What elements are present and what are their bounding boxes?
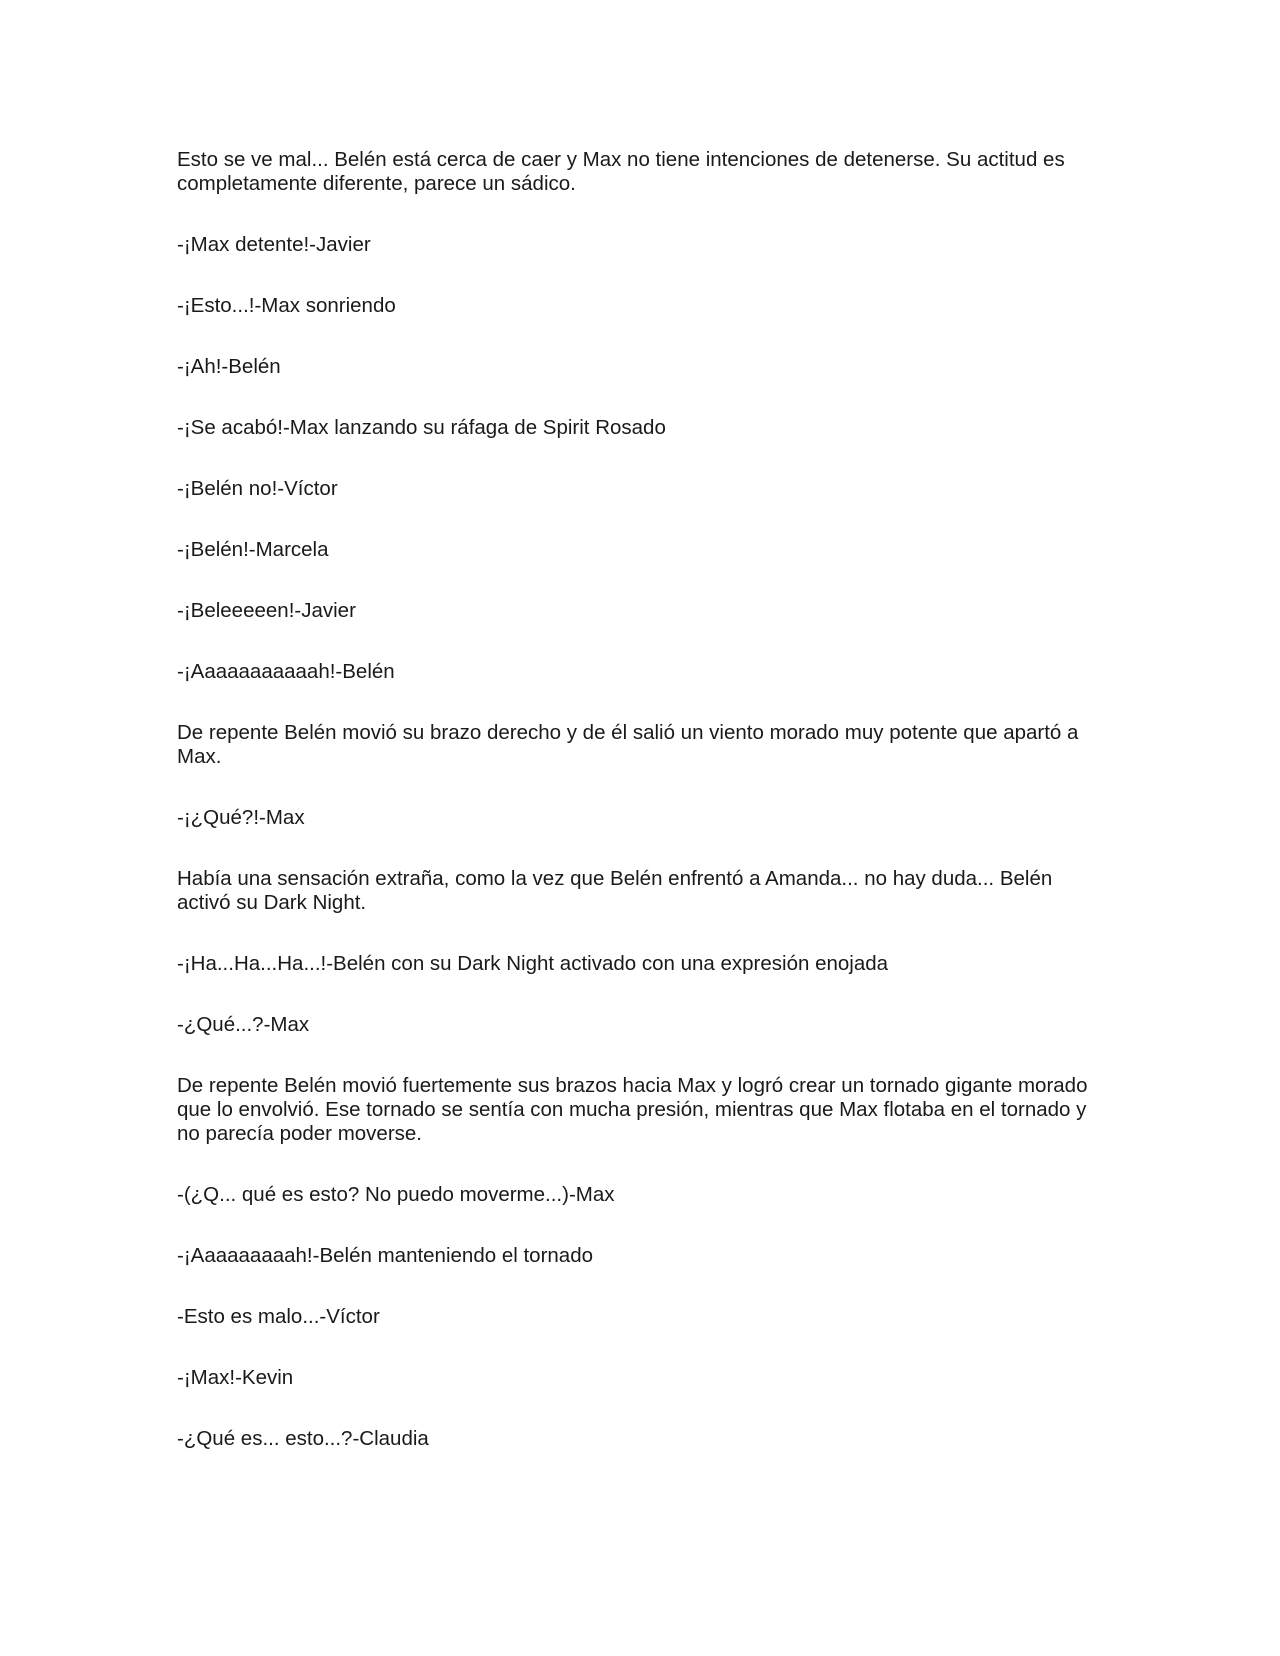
dialogue-line: -¡Esto...!-Max sonriendo [177,294,396,317]
narration-paragraph: De repente Belén movió su brazo derecho y de él salió un viento morado muy potente que apartó a Max. [177,721,1079,768]
dialogue-line: -¡Aaaaaaaaaaah!-Belén [177,660,395,683]
dialogue-line: -(¿Q... qué es esto? No puedo moverme...)-Max [177,1183,615,1206]
dialogue-line: -¡Max!-Kevin [177,1366,294,1389]
narration-paragraph: De repente Belén movió fuertemente sus brazos hacia Max y logró crear un tornado gigante morado que lo envolvió. Ese tornado se sentía con mucha presión, mientras que Max flotaba en el tornado y no parecía poder moverse. [177,1074,1088,1145]
narration-paragraph: Esto se ve mal... Belén está cerca de caer y Max no tiene intenciones de detenerse. Su actitud es completamente diferente, parece un sádico. [177,148,1065,195]
dialogue-line: -¡Belén no!-Víctor [177,477,338,500]
dialogue-line: -¡Se acabó!-Max lanzando su ráfaga de Spirit Rosado [177,416,666,439]
narration-paragraph: Había una sensación extraña, como la vez que Belén enfrentó a Amanda... no hay duda... Belén activó su Dark Night. [177,867,1053,914]
document-body [177,148,1107,1451]
dialogue-line: -Esto es malo...-Víctor [177,1305,380,1328]
dialogue-line: -¿Qué es... esto...?-Claudia [177,1427,429,1450]
dialogue-line: -¡Belén!-Marcela [177,538,329,561]
dialogue-line: -¡Aaaaaaaaah!-Belén manteniendo el tornado [177,1244,593,1267]
dialogue-line: -¡Beleeeeen!-Javier [177,599,356,622]
dialogue-line: -¡¿Qué?!-Max [177,806,305,829]
dialogue-line: -¡Ha...Ha...Ha...!-Belén con su Dark Night activado con una expresión enojada [177,952,889,975]
dialogue-line: -¿Qué...?-Max [177,1013,310,1036]
dialogue-line: -¡Max detente!-Javier [177,233,371,256]
dialogue-line: -¡Ah!-Belén [177,355,281,378]
